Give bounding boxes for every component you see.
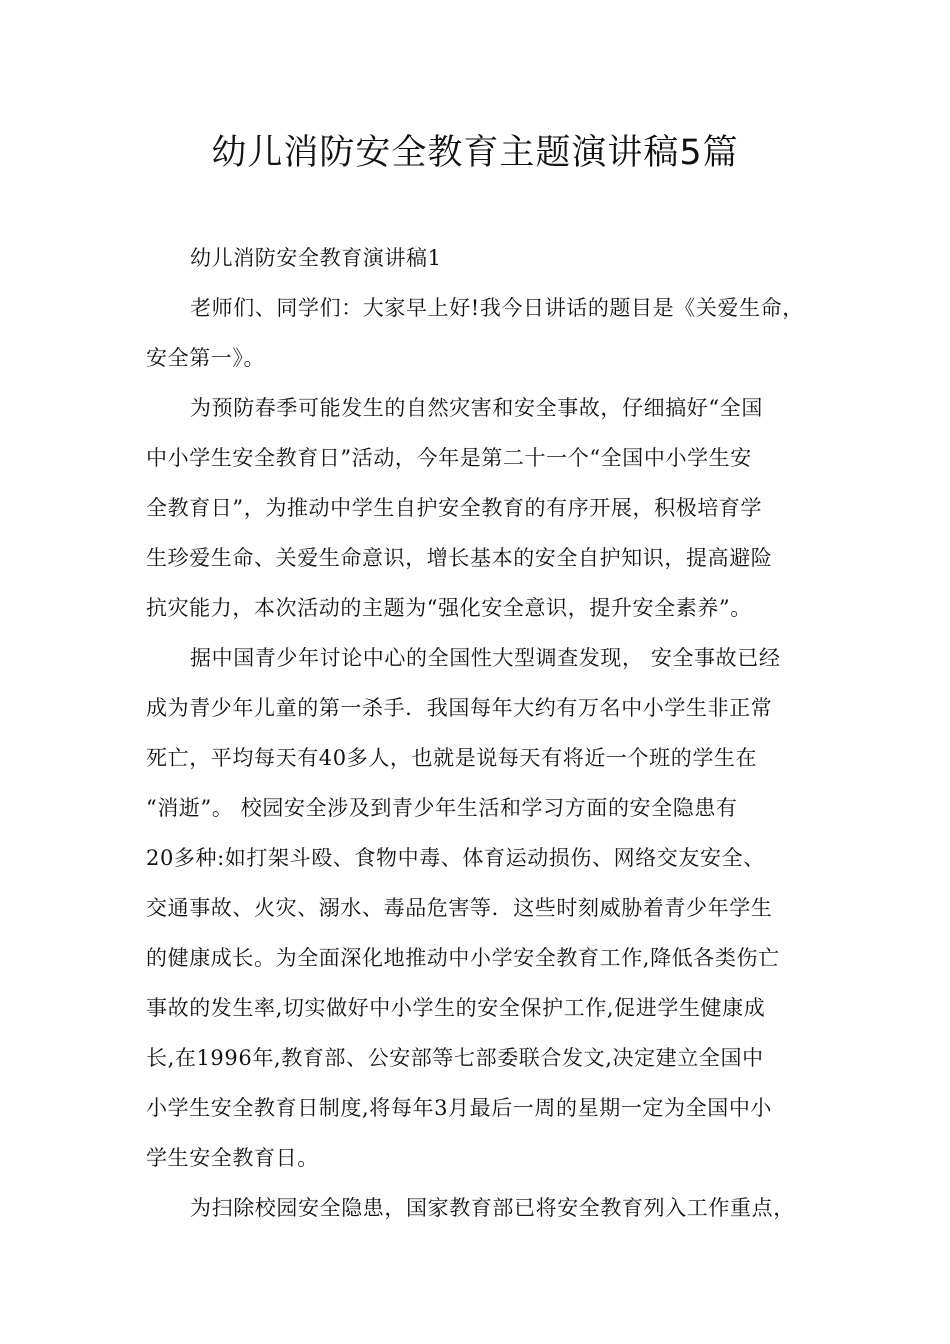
paragraph-line: 20多种:如打架斗殴、食物中毒、体育运动损伤、网络交友安全、 [146, 846, 765, 870]
paragraph-line: 交通事故、火灾、溺水、毒品危害等．这些时刻威胁着青少年学生 [146, 896, 773, 920]
paragraph-line: 中小学生安全教育日”活动，今年是第二十一个“全国中小学生安 [146, 446, 752, 470]
paragraph-line: 安全第一》。 [146, 346, 266, 370]
paragraph-line: 全教育日”，为推动中学生自护安全教育的有序开展，积极培育学 [146, 496, 763, 520]
subtitle-line: 幼儿消防安全教育演讲稿1 [190, 246, 442, 270]
paragraph-line: 成为青少年儿童的第一杀手．我国每年大约有万名中小学生非正常 [146, 696, 773, 720]
paragraph-line: 为预防春季可能发生的自然灾害和安全事故，仔细搞好“全国 [190, 396, 763, 420]
paragraph-line: 小学生安全教育日制度,将每年3月最后一周的星期一定为全国中小 [146, 1096, 773, 1120]
paragraph-line: 事故的发生率,切实做好中小学生的安全保护工作,促进学生健康成 [146, 996, 766, 1020]
paragraph-line: 死亡，平均每天有40多人，也就是说每天有将近一个班的学生在 [146, 746, 758, 770]
document-body [146, 233, 814, 1233]
paragraph-line: 据中国青少年讨论中心的全国性大型调查发现， 安全事故已经 [190, 646, 781, 670]
paragraph-line: “消逝”。 校园安全涉及到青少年生活和学习方面的安全隐患有 [146, 796, 738, 820]
paragraph-line: 老师们、同学们：大家早上好!我今日讲话的题目是《关爱生命， [190, 296, 804, 320]
paragraph-line: 生珍爱生命、关爱生命意识，增长基本的安全自护知识，提高避险 [146, 546, 773, 570]
paragraph-line: 学生安全教育日。 [146, 1146, 319, 1170]
document-title: 幼儿消防安全教育主题演讲稿5篇 [211, 133, 739, 173]
paragraph-line: 为扫除校园安全隐患，国家教育部已将安全教育列入工作重点， [190, 1196, 795, 1220]
paragraph-line: 抗灾能力，本次活动的主题为“强化安全意识，提升安全素养”。 [146, 596, 752, 620]
paragraph-line: 长,在1996年,教育部、公安部等七部委联合发文,决定建立全国中 [146, 1046, 764, 1070]
paragraph-line: 的健康成长。为全面深化地推动中小学安全教育工作,降低各类伤亡 [146, 946, 780, 970]
